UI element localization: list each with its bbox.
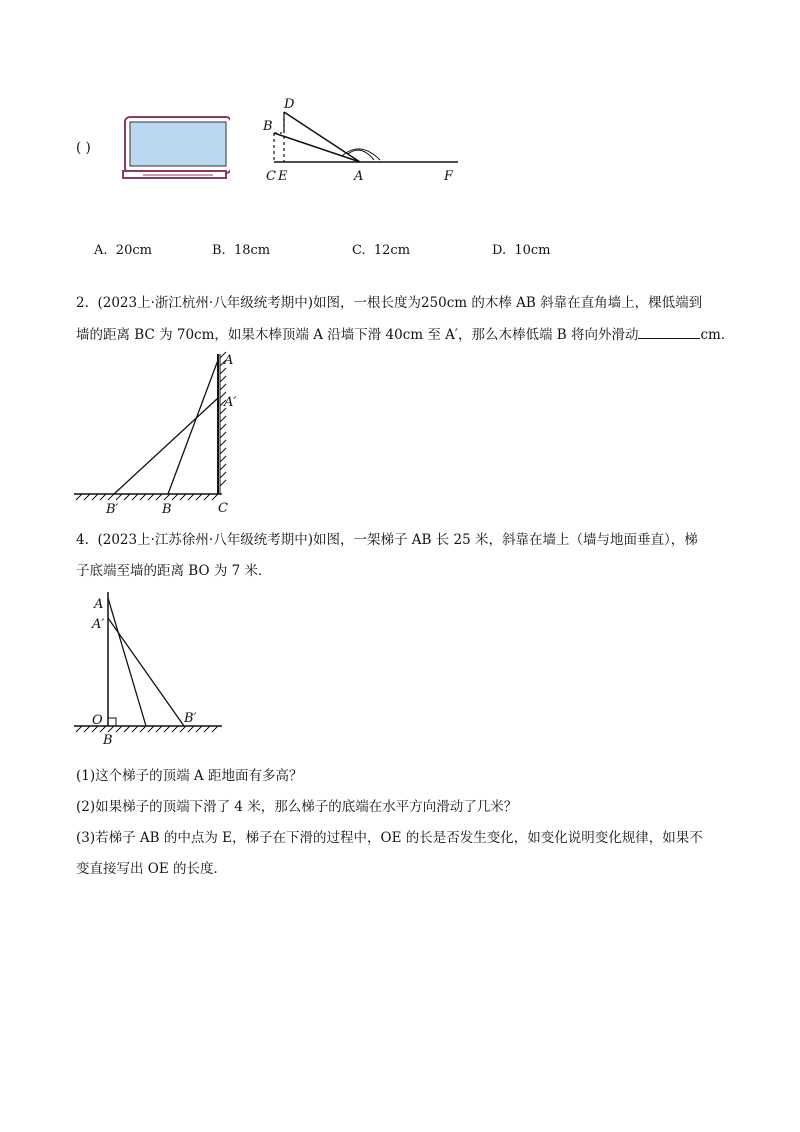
label-A: A — [224, 353, 234, 368]
label-A-prime: A′ — [224, 395, 237, 410]
option-c: C. 12cm — [352, 243, 411, 258]
ladder-figure-1 — [72, 350, 252, 518]
label-E: E — [278, 169, 288, 184]
label-B: B — [263, 119, 273, 134]
label-B-prime: B′ — [106, 502, 119, 517]
label-C: C — [266, 169, 276, 184]
answer-blank[interactable] — [638, 324, 700, 339]
q2-line2: 墙的距离 BC 为 70cm，如果木棒顶端 A 沿墙下滑 40cm 至 A′，那么木棒低端 B 将向外滑动 cm． — [76, 324, 734, 345]
option-a: A. 20cm — [94, 243, 152, 258]
laptop-figure — [118, 112, 230, 184]
label-A: A — [354, 169, 364, 184]
option-d: D. 10cm — [492, 243, 551, 258]
option-b: B. 18cm — [212, 243, 271, 258]
label-A-prime: A′ — [92, 617, 105, 632]
q4-sub3-line2: 变直接写出 OE 的长度． — [76, 861, 228, 877]
q4-line2: 子底端至墙的距离 BO 为 7 米． — [76, 563, 272, 579]
label-O: O — [92, 713, 103, 728]
angle-figure — [258, 92, 468, 188]
label-F: F — [444, 169, 454, 184]
label-B: B — [103, 733, 113, 748]
q4-sub2: (2)如果梯子的顶端下滑了 4 米，那么梯子的底端在水平方向滑动了几米？ — [76, 799, 518, 815]
answer-paren: ( ) — [76, 140, 91, 156]
q2-line1: 2. (2023上·浙江杭州·八年级统考期中)如图，一根长度为250cm 的木棒 AB 斜靠在直角墙上，棵低端到 — [76, 295, 703, 311]
label-B-prime: B′ — [184, 711, 197, 726]
label-D: D — [284, 97, 295, 112]
q4-sub3-line1: (3)若梯子 AB 的中点为 E，梯子在下滑的过程中，OE 的长是否发生变化，如变化说明变化规律，如果不 — [76, 830, 703, 846]
label-A: A — [94, 597, 104, 612]
label-B: B — [162, 502, 172, 517]
ladder-figure-2 — [72, 590, 232, 748]
q4-line1: 4. (2023上·江苏徐州·八年级统考期中)如图，一架梯子 AB 长 25 米，斜靠在墙上（墙与地面垂直），梯 — [76, 532, 698, 548]
label-C: C — [218, 501, 228, 516]
q4-sub1: (1)这个梯子的顶端 A 距地面有多高？ — [76, 768, 303, 784]
